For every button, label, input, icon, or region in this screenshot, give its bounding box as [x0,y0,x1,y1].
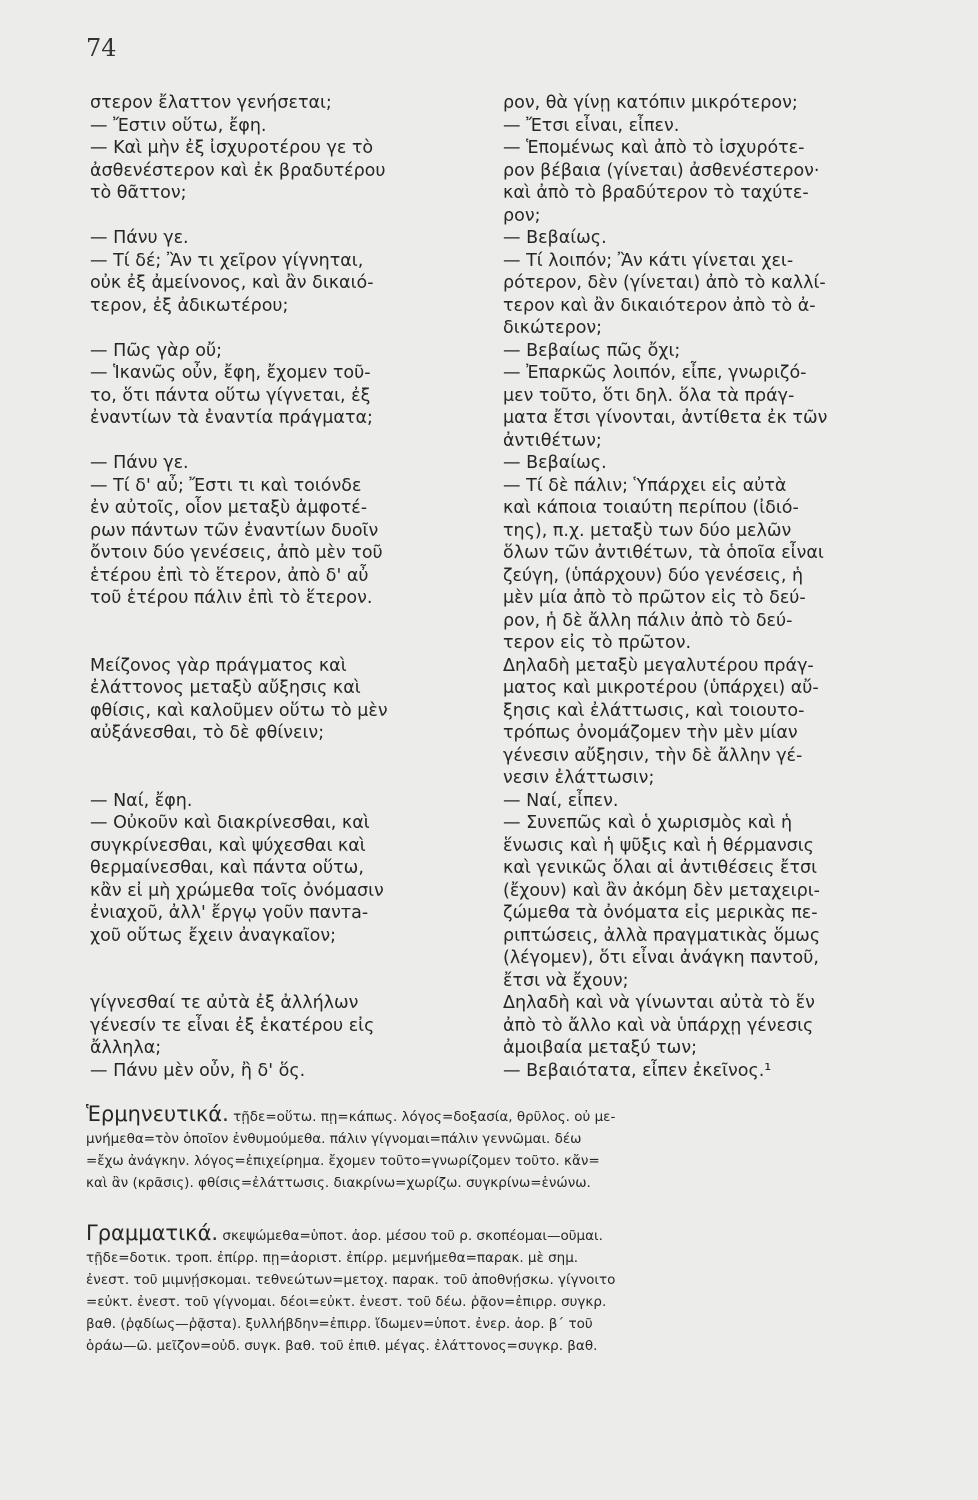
blank-line [90,430,486,453]
hermeneutika-line: μνήμεθα=τὸν ὁποῖον ἐνθυμούμεθα. πάλιν γίγνομαι=πάλιν γεννῶμαι. δέω [86,1131,582,1147]
blank-line [90,947,486,970]
hermeneutika-heading: Ἑρμηνευτικά. [86,1102,229,1126]
translation-line: (λέγομεν), ὅτι εἶναι ἀνάγκη παντοῦ, [503,948,819,968]
left-column-greek-text [90,92,486,1082]
translation-line: — Ἐπαρκῶς λοιπόν, εἶπε, γνωριζό- [503,363,807,383]
blank-line [90,745,486,768]
greek-text-line: — Ἱκανῶς οὖν, ἔφη, ἔχομεν τοῦ- [90,363,371,383]
grammatika-line: βαθ. (ῥᾳδίως—ῥᾷστα). ξυλλήβδην=ἐπιρρ. ἴδωμεν=ὑποτ. ἐνερ. ἀορ. β΄ τοῦ [86,1316,593,1332]
translation-line: καὶ κάποια τοιαύτη περίπου (ἰδιό- [503,498,799,518]
translation-line: νεσιν ἐλάττωσιν; [503,768,655,788]
greek-text-line: θερμαίνεσθαι, καὶ πάντα οὕτω, [90,858,364,878]
greek-text-line: τοῦ ἑτέρου πάλιν ἐπὶ τὸ ἕτερον. [90,588,373,608]
greek-text-line: ἑτέρου ἐπὶ τὸ ἕτερον, ἀπὸ δ' αὖ [90,565,369,586]
greek-text-line: ἐλάττονος μεταξὺ αὔξησις καὶ [90,678,361,698]
translation-line: ἕνωσις καὶ ἡ ψῦξις καὶ ἡ θέρμανσις [503,835,814,856]
greek-text-line: — Πῶς γὰρ οὔ; [90,340,223,361]
translation-line: ρον; [503,205,541,226]
translation-line: — Βεβαίως πῶς ὄχι; [503,340,681,361]
translation-line: μεν τοῦτο, ὅτι δηλ. ὅλα τὰ πράγ- [503,385,795,406]
blank-line [90,205,486,228]
translation-line: τερον εἰς τὸ πρῶτον. [503,633,692,653]
translation-line: μὲν μία ἀπὸ τὸ πρῶτον εἰς τὸ δεύ- [503,588,806,608]
translation-line: ματα ἔτσι γίνονται, ἀντίθετα ἐκ τῶν [503,408,828,428]
greek-text-line: — Καὶ μὴν ἐξ ἰσχυροτέρου γε τὸ [90,138,374,158]
translation-line: ἀμοιβαία μεταξύ των; [503,1038,697,1058]
translation-line: τρόπως ὀνομάζομεν τὴν μὲν μίαν [503,723,798,743]
translation-line: ἀντιθέτων; [503,430,602,451]
translation-line: ἀπὸ τὸ ἄλλο καὶ νὰ ὑπάρχῃ γένεσις [503,1015,814,1036]
translation-line: ρον, ἡ δὲ ἄλλη πάλιν ἀπὸ τὸ δεύ- [503,610,793,631]
greek-text-line: ρων πάντων τῶν ἐναντίων δυοῖν [90,520,379,541]
translation-line: — Ἑπομένως καὶ ἀπὸ τὸ ἰσχυρότε- [503,138,805,158]
hermeneutika-notes [86,1103,936,1194]
greek-text-line: — Ἔστιν οὕτω, ἔφη. [90,115,267,136]
greek-text-line: γίγνεσθαί τε αὐτὰ ἐξ ἀλλήλων [90,993,359,1013]
page-number: 74 [86,34,117,62]
greek-text-line: — Πάνυ γε. [90,453,189,473]
hermeneutika-line: =ἔχω ἀνάγκην. λόγος=ἐπιχείρημα. ἔχομεν τοῦτο=γνωρίζομεν τοῦτο. κἄν= [86,1153,600,1169]
blank-line [90,767,486,790]
greek-text-line: — Πάνυ μὲν οὖν, ἢ δ' ὅς. [90,1060,306,1081]
translation-line: (ἔχουν) καὶ ἂν ἀκόμη δὲν μεταχειρι- [503,880,820,901]
grammatika-line: =εὐκτ. ἐνεστ. τοῦ γίγνομαι. δέοι=εὐκτ. ἐνεστ. τοῦ δέω. ῥᾷον=ἐπιρρ. συγκρ. [86,1294,607,1310]
translation-line: ρότερον, δὲν (γίνεται) ἀπὸ τὸ καλλί- [503,273,826,293]
greek-text-line: — Τί δ' αὖ; Ἔστι τι καὶ τοιόνδε [90,475,362,496]
translation-line: δικώτερον; [503,318,603,338]
translation-line: τερον καὶ ἂν δικαιότερον ἀπὸ τὸ ἀ- [503,295,816,316]
greek-text-line: τὸ θᾶττον; [90,183,187,203]
grammatika-line: ἐνεστ. τοῦ μιμνῄσκομαι. τεθνεώτων=μετοχ. παρακ. τοῦ ἀποθνῄσκω. γίγνοιτο [86,1272,616,1288]
greek-text-line: χοῦ οὕτως ἔχειν ἀναγκαῖον; [90,925,336,946]
translation-line: Δηλαδὴ καὶ νὰ γίνωνται αὐτὰ τὸ ἕν [503,993,815,1013]
blank-line [90,632,486,655]
right-column-translation [503,92,918,1082]
translation-line: — Βεβαίως. [503,453,607,473]
greek-text-line: κἂν εἰ μὴ χρώμεθα τοῖς ὀνόμασιν [90,880,384,901]
greek-text-line: στερον ἔλαττον γενήσεται; [90,93,332,113]
grammatika-notes [86,1222,936,1357]
greek-text-line: ὄντοιν δύο γενέσεις, ἀπὸ μὲν τοῦ [90,543,383,563]
greek-text-line: ἀσθενέστερον καὶ ἐκ βραδυτέρου [90,160,386,181]
translation-line: ρον βέβαια (γίνεται) ἀσθενέστερον· [503,160,820,181]
translation-line: ριπτώσεις, ἀλλὰ πραγματικὰς ὅμως [503,925,821,946]
translation-line: ἔτσι νὰ ἔχουν; [503,970,629,991]
greek-text-line: — Οὐκοῦν καὶ διακρίνεσθαι, καὶ [90,813,370,833]
translation-line: γένεσιν αὔξησιν, τὴν δὲ ἄλλην γέ- [503,745,803,766]
blank-line [90,317,486,340]
grammatika-line: ὁράω—ῶ. μεῖζον=οὐδ. συγκ. βαθ. τοῦ ἐπιθ. μέγας. ἐλάττονος=συγκρ. βαθ. [86,1338,598,1354]
translation-line: — Ναί, εἶπεν. [503,790,619,811]
translation-line: — Συνεπῶς καὶ ὁ χωρισμὸς καὶ ἡ [503,813,793,833]
translation-line: ξησις καὶ ἐλάττωσις, καὶ τοιουτο- [503,700,805,721]
greek-text-line: συγκρίνεσθαι, καὶ ψύχεσθαι καὶ [90,835,366,856]
translation-line: — Βεβαίως. [503,228,607,248]
translation-line: — Βεβαιότατα, εἶπεν ἐκεῖνος.¹ [503,1060,772,1081]
greek-text-line: Μείζονος γὰρ πράγματος καὶ [90,655,347,676]
blank-line [90,970,486,993]
translation-line: Δηλαδὴ μεταξὺ μεγαλυτέρου πράγ- [503,655,814,676]
translation-line: ζώμεθα τὰ ὀνόματα εἰς μερικὰς πε- [503,903,818,923]
greek-text-line: φθίσις, καὶ καλοῦμεν οὕτω τὸ μὲν [90,700,388,721]
translation-line: ζεύγη, (ὑπάρχουν) δύο γενέσεις, ἡ [503,565,804,586]
greek-text-line: ἄλληλα; [90,1038,162,1058]
greek-text-line: το, ὅτι πάντα οὕτω γίγνεται, ἐξ [90,385,371,406]
blank-line [90,610,486,633]
greek-text-line: τερον, ἐξ ἀδικωτέρου; [90,295,289,316]
greek-text-line: — Τί δέ; Ἂν τι χεῖρον γίγνηται, [90,250,364,271]
hermeneutika-line: τῇδε=οὕτω. πῃ=κάπως. λόγος=δοξασία, θρῦλος. οὐ με- [233,1109,616,1125]
translation-line: — Ἔτσι εἶναι, εἶπεν. [503,115,680,136]
translation-line: καὶ ἀπὸ τὸ βραδύτερον τὸ ταχύτε- [503,183,809,203]
greek-text-line: — Πάνυ γε. [90,228,189,248]
greek-text-line: ἐν αὐτοῖς, οἷον μεταξὺ ἀμφοτέ- [90,498,368,518]
translation-line: — Τί δὲ πάλιν; Ὑπάρχει εἰς αὐτὰ [503,475,787,496]
translation-line: ρον, θὰ γίνῃ κατόπιν μικρότερον; [503,93,798,113]
grammatika-line: σκεψώμεθα=ὑποτ. ἀορ. μέσου τοῦ ρ. σκοπέομαι—οῦμαι. [222,1228,603,1244]
greek-text-line: οὐκ ἐξ ἀμείνονος, καὶ ἂν δικαιό- [90,273,374,293]
grammatika-heading: Γραμματικά. [86,1221,219,1245]
greek-text-line: αὐξάνεσθαι, τὸ δὲ φθίνειν; [90,723,325,743]
translation-line: — Τί λοιπόν; Ἂν κάτι γίνεται χει- [503,250,794,271]
greek-text-line: ἐναντίων τὰ ἐναντία πράγματα; [90,408,373,428]
grammatika-line: τῇδε=δοτικ. τροπ. ἐπίρρ. πῃ=ἀοριστ. ἐπίρρ. μεμνήμεθα=παρακ. μὲ σημ. [86,1250,579,1266]
greek-text-line: γένεσίν τε εἶναι ἐξ ἑκατέρου εἰς [90,1015,375,1036]
translation-line: ὅλων τῶν ἀντιθέτων, τὰ ὁποῖα εἶναι [503,543,824,563]
hermeneutika-line: καὶ ἂν (κρᾶσις). φθίσις=ἐλάττωσις. διακρίνω=χωρίζω. συγκρίνω=ἑνώνω. [86,1175,591,1191]
translation-line: ματος καὶ μικροτέρου (ὑπάρχει) αὔ- [503,678,819,698]
greek-text-line: ἐνιαχοῦ, ἀλλ' ἔργῳ γοῦν πανта- [90,903,369,923]
greek-text-line: — Ναί, ἔφη. [90,790,193,811]
translation-line: της), π.χ. μεταξὺ των δύο μελῶν [503,520,792,541]
translation-line: καὶ γενικῶς ὅλαι αἱ ἀντιθέσεις ἔτσι [503,858,818,878]
